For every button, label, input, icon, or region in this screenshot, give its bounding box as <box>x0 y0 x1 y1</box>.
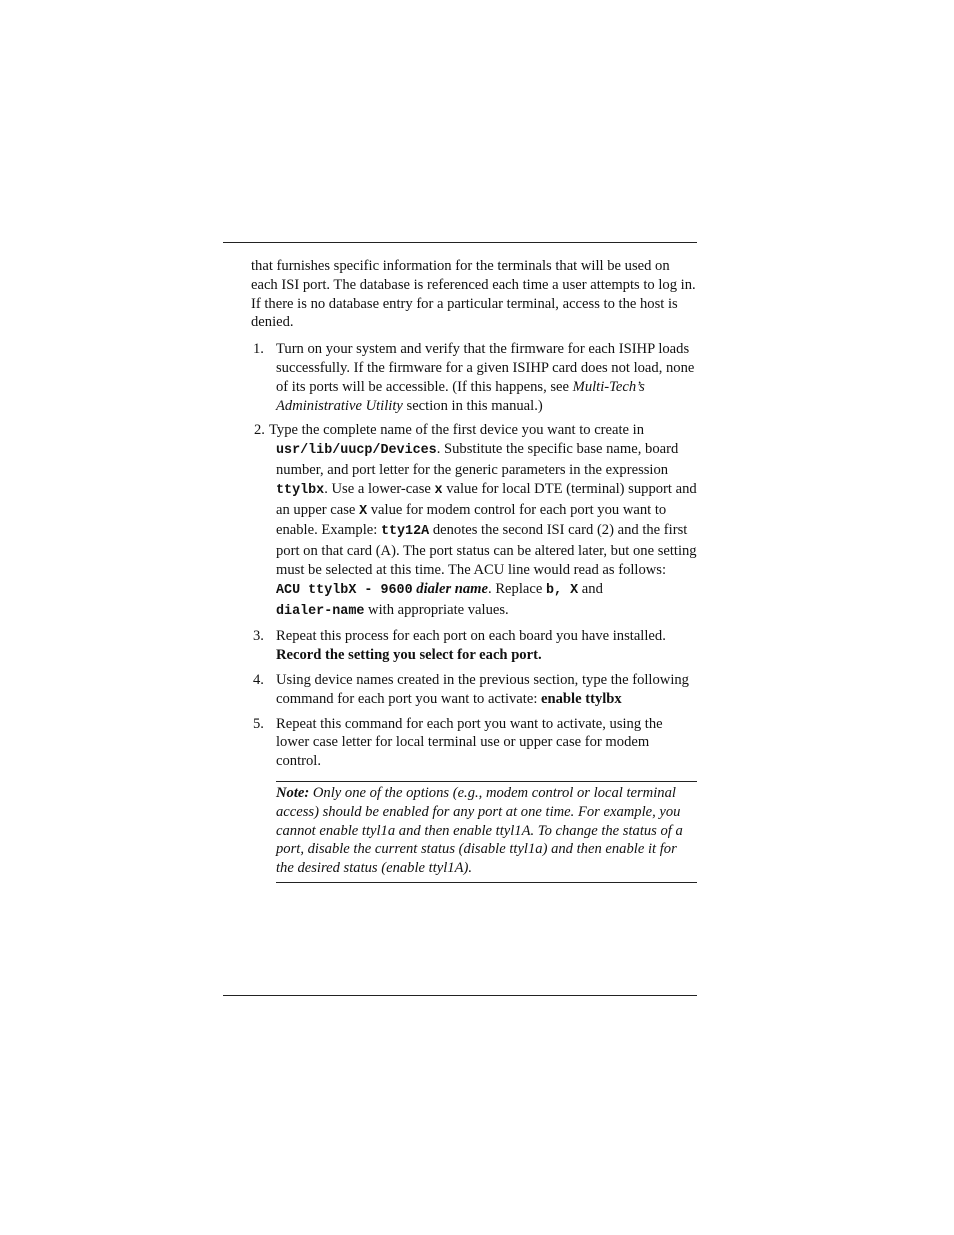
step-text: section in this manual.) <box>402 397 543 414</box>
devices-path-code: usr/lib/uucp/Devices <box>276 443 437 459</box>
manual-section-reference: Multi-Tech’s Administrative Utility <box>276 378 645 414</box>
step-text: . Use a lower-case <box>324 480 435 497</box>
step-number: 4. <box>253 671 264 688</box>
enable-command: enable ttylbx <box>541 690 622 707</box>
step-text: Repeat this process for each port on each board you have installed. <box>276 628 666 645</box>
uppercase-x-code: X <box>359 503 368 519</box>
note-text: Only one of the options (e.g., modem control or local terminal access) should be enabled for any port at one time. For example, you cannot enable ttyl1a and then enable ttyl1A. To change the status of a port, disable the current status (disable ttyl1a) and then enable it for the desired status (enable ttyl1A). <box>276 784 683 877</box>
note-box <box>276 781 697 883</box>
list-item-step-5 <box>251 715 697 771</box>
step-text: denotes the second ISI card (2) and the first port on that card (A). The port status can be altered later, but one setting must be selected at this time. The ACU line would read as follows: <box>276 522 697 578</box>
step-text: Using device names created in the previous section, type the following command for each port you want to activate: <box>276 671 689 707</box>
step-text: Type the complete name of the first device you want to create in <box>269 422 645 439</box>
expression-code: ttylbx <box>276 482 325 498</box>
top-rule <box>223 242 697 243</box>
step-number: 5. <box>253 715 264 732</box>
page-body <box>251 257 697 883</box>
step-text: Turn on your system and verify that the firmware for each ISIHP loads successfully. If the firmware for a given ISIHP card does not load, none of its ports will be accessible. (If this happens, see <box>276 341 695 395</box>
list-item-step-1 <box>251 340 697 415</box>
acu-line-code: ACU ttylbX - 9600 <box>276 582 413 598</box>
step-number: 3. <box>253 628 264 645</box>
list-item-step-4 <box>251 671 697 709</box>
note-label: Note: <box>276 784 310 801</box>
step-text: . Substitute the specific base name, board number, and port letter for the generic parameters in the expression <box>276 441 679 478</box>
step-text: Repeat this command for each port you want to activate, using the lower case letter for local terminal use or upper case for modem control. <box>276 715 663 770</box>
record-setting-instruction: Record the setting you select for each port. <box>276 647 542 664</box>
lowercase-x-code: x <box>434 482 443 498</box>
step-text: with appropriate values. <box>364 601 509 618</box>
list-item-step-2 <box>251 421 697 621</box>
step-number: 2. <box>254 422 265 439</box>
dialer-name-code: dialer-name <box>276 603 365 619</box>
intro-paragraph: that furnishes specific information for the terminals that will be used on each ISI port. The database is referenced each time a user attempts to log in. If there is no database entry for a particular terminal, access to the host is denied. <box>251 258 696 331</box>
step-text: and <box>578 580 603 597</box>
replace-code: b, X <box>545 582 579 598</box>
example-code: tty12A <box>380 524 430 540</box>
step-text: value for local DTE (terminal) support and an upper case <box>276 480 697 518</box>
dialer-name-term: dialer name <box>416 580 489 597</box>
bottom-rule <box>223 995 697 996</box>
steps-list <box>251 340 697 771</box>
step-number: 1. <box>253 341 264 358</box>
step-text: value for modem control for each port you want to enable. Example: <box>276 501 667 539</box>
step-text: . Replace <box>488 580 546 597</box>
list-item-step-3 <box>251 627 697 665</box>
